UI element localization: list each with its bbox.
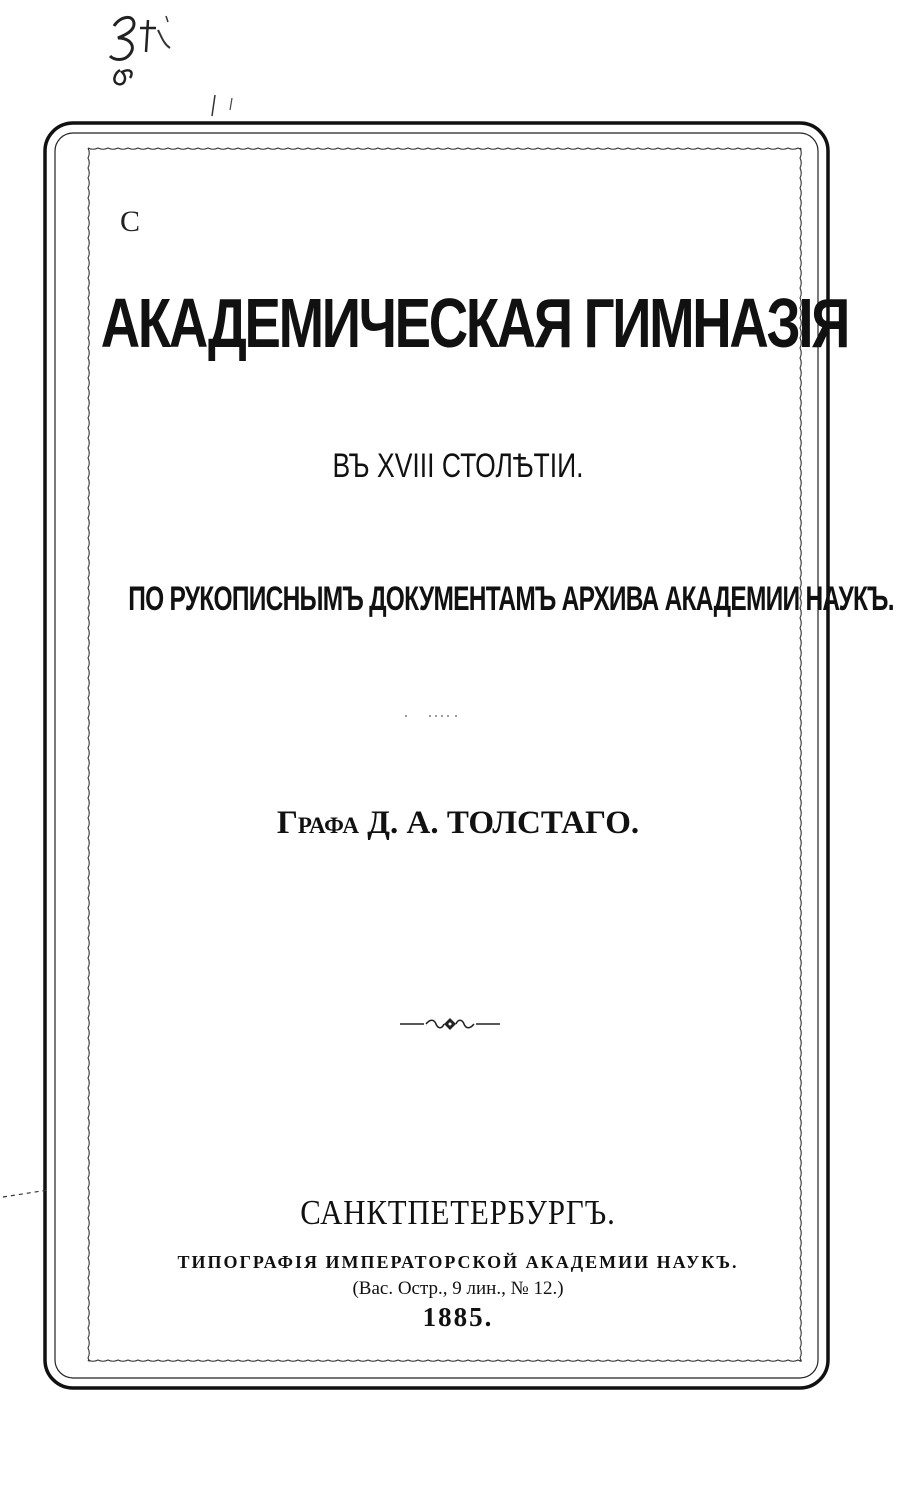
imprint-printer: ТИПОГРАФІЯ ИМПЕРАТОРСКОЙ АКАДЕМИИ НАУКЪ.: [177, 1252, 739, 1272]
decorative-ornament: [398, 1014, 502, 1034]
author-name: Д. А. ТОЛСТАГО.: [367, 805, 640, 841]
imprint-address: (Вас. Остр., 9 лин., № 12.): [352, 1278, 564, 1299]
book-title: АКАДЕМИЧЕСКАЯ ГИМНАЗІЯ: [100, 284, 849, 362]
imprint-city: САНКТПЕТЕРБУРГЪ.: [300, 1193, 616, 1232]
author-line: [0, 805, 916, 842]
book-description: ПО РУКОПИСНЫМЪ ДОКУМЕНТАМЪ АРХИВА АКАДЕМИИ НАУКЪ.: [128, 580, 894, 618]
dotted-separator: [402, 714, 462, 718]
author-prefix: Графа: [276, 805, 360, 841]
book-subtitle: ВЪ XVIII СТОЛѢТІИ.: [332, 447, 584, 485]
corner-letter-mark: С: [120, 205, 141, 238]
imprint-year: 1885.: [422, 1302, 494, 1332]
